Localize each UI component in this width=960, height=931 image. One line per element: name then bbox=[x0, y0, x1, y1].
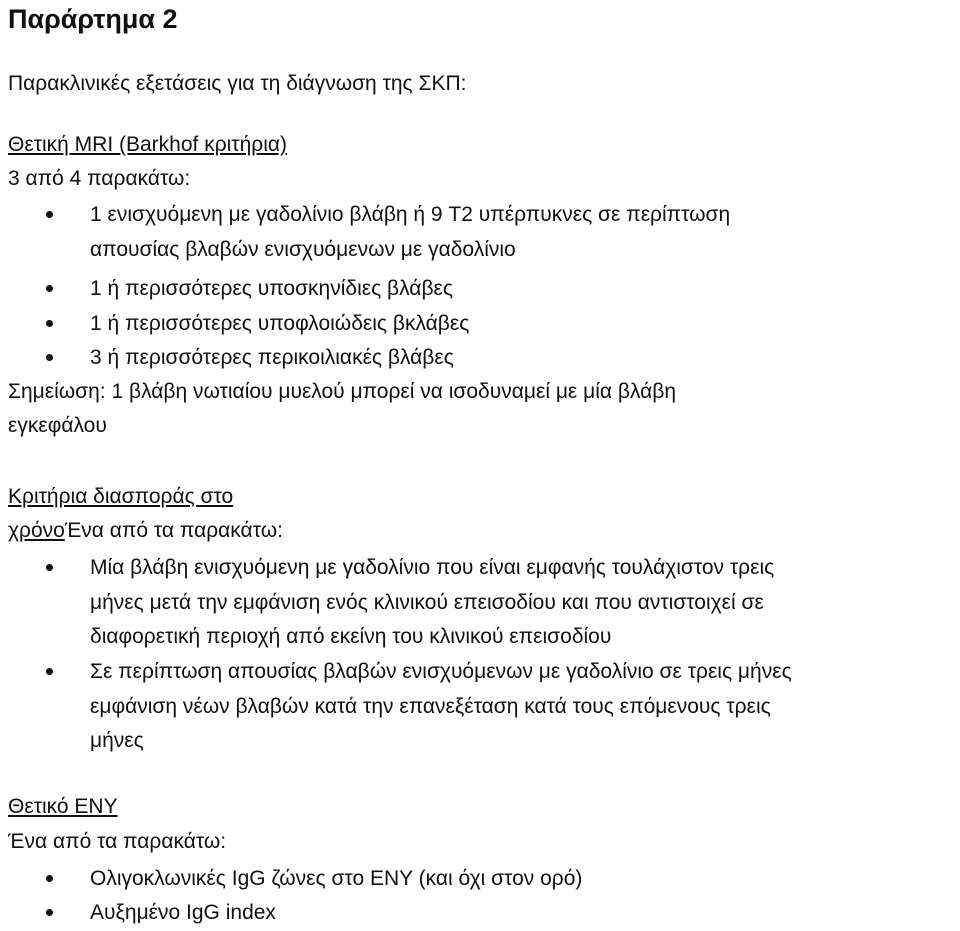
bullet-text-line: Ολιγοκλωνικές IgG ζώνες στο ΕΝΥ (και όχι στον ορό) bbox=[90, 867, 583, 890]
bullet-text-line: 1 ή περισσότερες υποσκηνίδιες βλάβες bbox=[90, 277, 454, 300]
dissemination-heading: Κριτήρια διασποράς στο bbox=[8, 485, 234, 508]
bullet-icon bbox=[46, 909, 53, 916]
bullet-text-line: 3 ή περισσότερες περικοιλιακές βλάβες bbox=[90, 346, 454, 369]
mri-heading: Θετική MRI (Barkhof κριτήρια) bbox=[8, 133, 288, 156]
bullet-text-line: Αυξημένο IgG index bbox=[90, 901, 276, 924]
bullet-icon bbox=[46, 875, 53, 882]
dissemination-heading-cont: χρόνο bbox=[8, 519, 65, 542]
csf-subheading: Ένα από τα παρακάτω: bbox=[8, 830, 227, 853]
bullet-icon bbox=[46, 320, 53, 327]
bullet-text-line: μήνες bbox=[90, 729, 144, 752]
bullet-text-line: διαφορετική περιοχή από εκείνη του κλινικού επεισοδίου bbox=[90, 625, 612, 648]
bullet-text-line: Μία βλάβη ενισχυόμενη με γαδολίνιο που είναι εμφανής τουλάχιστον τρεις bbox=[90, 556, 775, 579]
mri-note-line: εγκεφάλου bbox=[8, 414, 107, 437]
bullet-icon bbox=[46, 211, 53, 218]
bullet-text-line: εμφάνιση νέων βλαβών κατά την επανεξέταση κατά τους επόμενους τρεις bbox=[90, 694, 771, 718]
mri-note-line: Σημείωση: 1 βλάβη νωτιαίου μυελού μπορεί να ισοδυναμεί με μία βλάβη bbox=[8, 380, 677, 403]
bullet-text-line: 1 ενισχυόμενη με γαδολίνιο βλάβη ή 9 T2 υπέρπυκνες σε περίπτωση bbox=[90, 203, 731, 226]
mri-subheading: 3 από 4 παρακάτω: bbox=[8, 167, 191, 190]
bullet-icon bbox=[46, 354, 53, 361]
intro-text: Παρακλινικές εξετάσεις για τη διάγνωση της ΣΚΠ: bbox=[8, 72, 467, 95]
dissemination-heading-row bbox=[8, 516, 283, 546]
bullet-text-line: μήνες μετά την εμφάνιση ενός κλινικού επεισοδίου και που αντιστοιχεί σε bbox=[90, 590, 764, 614]
bullet-text-line: απουσίας βλαβών ενισχυόμενων με γαδολίνιο bbox=[90, 237, 516, 261]
page-title: Παράρτημα 2 bbox=[8, 4, 178, 34]
bullet-icon bbox=[46, 668, 53, 675]
dissemination-subheading: Ένα από τα παρακάτω: bbox=[64, 519, 283, 542]
bullet-text-line: Σε περίπτωση απουσίας βλαβών ενισχυόμενων με γαδολίνιο σε τρεις μήνες bbox=[90, 660, 792, 683]
bullet-icon bbox=[46, 564, 53, 571]
bullet-icon bbox=[46, 285, 53, 292]
bullet-text-line: 1 ή περισσότερες υποφλοιώδεις βκλάβες bbox=[90, 312, 470, 335]
csf-heading: Θετικό ΕΝΥ bbox=[8, 795, 118, 818]
